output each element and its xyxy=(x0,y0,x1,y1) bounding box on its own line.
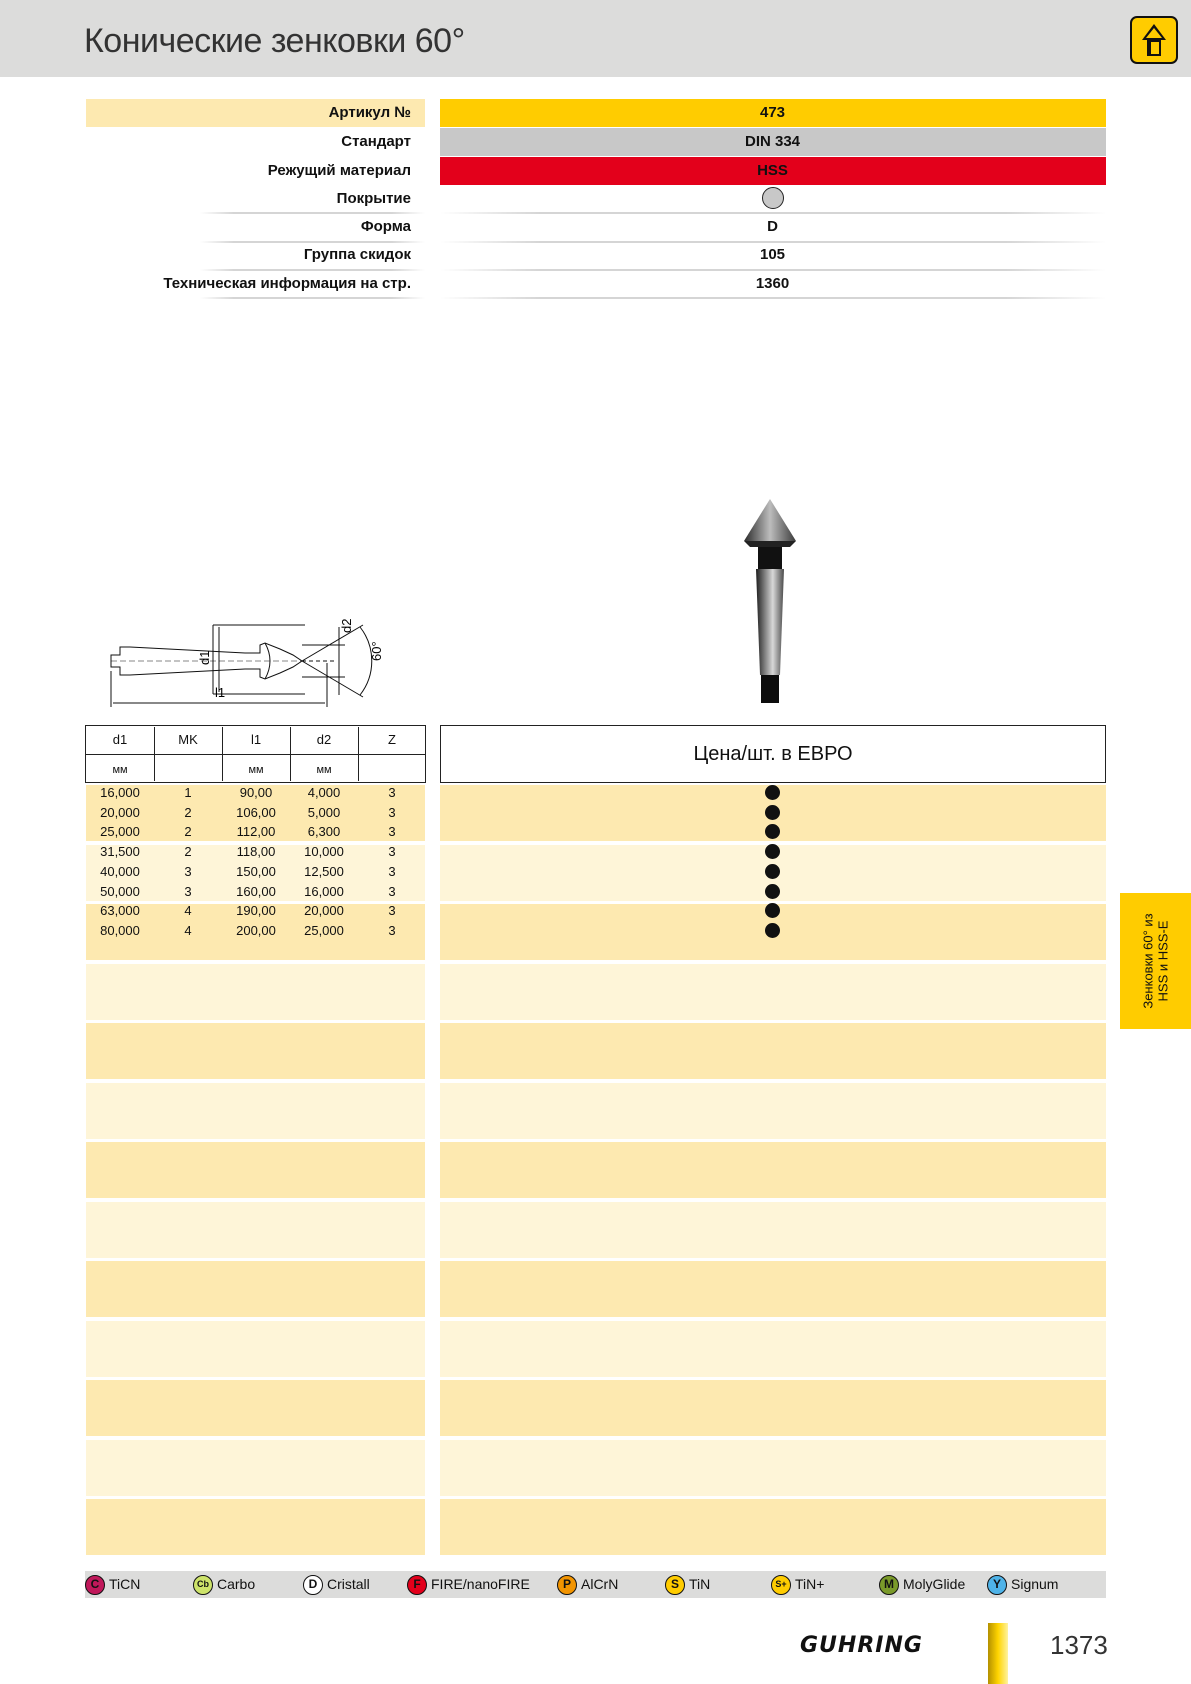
cell-d2: 6,300 xyxy=(307,824,341,840)
col-header-d1: d1 xyxy=(112,732,128,747)
cell-d2: 4,000 xyxy=(307,785,341,800)
spec-divider xyxy=(440,297,1106,299)
cell-mk: 4 xyxy=(184,903,192,919)
price-band xyxy=(440,1380,1106,1436)
legend-label: Signum xyxy=(1011,1576,1059,1592)
price-band xyxy=(440,1261,1106,1317)
cell-d1: 63,000 xyxy=(100,903,140,919)
coating-badge-icon: S+ xyxy=(771,1575,791,1595)
legend-label: TiN+ xyxy=(795,1576,825,1592)
cell-d1: 80,000 xyxy=(100,922,140,938)
spec-label-article: Артикул № xyxy=(328,104,411,121)
spec-value-standard: DIN 334 xyxy=(744,133,801,150)
cell-l1: 90,00 xyxy=(239,785,273,800)
coating-badge-icon: Y xyxy=(987,1575,1007,1595)
cell-z: 3 xyxy=(388,844,396,860)
legend-label: FIRE/nanoFIRE xyxy=(431,1576,530,1592)
spec-label-coating: Покрытие xyxy=(336,190,411,207)
cell-l1: 118,00 xyxy=(236,844,276,860)
legend-label: TiCN xyxy=(109,1576,141,1592)
dimension-band xyxy=(86,1380,425,1436)
legend-label: TiN xyxy=(689,1576,711,1592)
cell-d1: 50,000 xyxy=(100,883,140,899)
price-band xyxy=(440,1083,1106,1139)
cell-l1: 106,00 xyxy=(236,804,276,820)
dimension-band xyxy=(86,964,425,1020)
cell-d2: 16,000 xyxy=(304,883,344,899)
cell-d2: 20,000 xyxy=(304,903,344,919)
cell-mk: 3 xyxy=(184,883,192,899)
cell-d1: 31,500 xyxy=(100,844,140,860)
dimension-band xyxy=(86,1083,425,1139)
availability-dot xyxy=(765,884,780,899)
legend-label: MolyGlide xyxy=(903,1576,966,1592)
cell-d2: 5,000 xyxy=(307,804,341,820)
legend-item-alcrn xyxy=(557,1574,618,1595)
cell-z: 3 xyxy=(388,824,396,840)
cell-l1: 190,00 xyxy=(236,903,276,919)
legend-item-tin xyxy=(665,1574,710,1595)
col-header-l1: l1 xyxy=(250,732,262,747)
price-band xyxy=(440,1202,1106,1258)
col-header-d2: d2 xyxy=(316,732,332,747)
dimension-band xyxy=(86,1499,425,1555)
dim-label-l1: l1 xyxy=(215,685,226,700)
legend-item-carbo xyxy=(193,1574,255,1595)
dimension-band xyxy=(86,1440,425,1496)
cell-z: 3 xyxy=(388,863,396,879)
page-number: 1373 xyxy=(1050,1630,1108,1660)
price-band xyxy=(440,964,1106,1020)
unit-d2: мм xyxy=(316,764,332,776)
availability-dot xyxy=(765,864,780,879)
legend-item-tin- xyxy=(771,1574,824,1595)
cell-d2: 25,000 xyxy=(304,922,344,938)
countersink-category-icon xyxy=(1130,16,1178,64)
price-band xyxy=(440,1499,1106,1555)
coating-badge-icon: P xyxy=(557,1575,577,1595)
dimension-table-header xyxy=(85,725,426,783)
availability-dot xyxy=(765,805,780,820)
section-tab-line2: HSS и HSS-E xyxy=(1155,920,1171,1002)
cell-d1: 25,000 xyxy=(100,824,140,840)
page-title: Конические зенковки 60° xyxy=(84,22,465,60)
brand-logo: GUHRING xyxy=(800,1633,923,1658)
cell-mk: 3 xyxy=(184,863,192,879)
availability-dot xyxy=(765,923,780,938)
cell-l1: 112,00 xyxy=(236,824,276,840)
dimension-band xyxy=(86,1261,425,1317)
availability-dot xyxy=(765,785,780,800)
spec-value-coating xyxy=(440,185,1105,213)
cell-z: 3 xyxy=(388,883,396,899)
legend-item-cristall xyxy=(303,1574,370,1595)
cell-mk: 2 xyxy=(184,804,192,820)
coating-badge-icon: S xyxy=(665,1575,685,1595)
spec-value-material: HSS xyxy=(757,162,788,179)
price-band xyxy=(440,1142,1106,1198)
coating-badge-icon: C xyxy=(85,1575,105,1595)
availability-dot xyxy=(765,844,780,859)
cell-l1: 150,00 xyxy=(236,863,276,879)
brand-accent-bar xyxy=(988,1623,1008,1684)
dimension-band xyxy=(86,1023,425,1079)
unit-d1: мм xyxy=(112,764,128,776)
coating-badge-icon: D xyxy=(303,1575,323,1595)
legend-item-fire-nanofire xyxy=(407,1574,530,1595)
uncoated-icon xyxy=(762,187,784,209)
section-tab-label xyxy=(1120,893,1191,1029)
unit-l1: мм xyxy=(248,764,264,776)
spec-label-discount: Группа скидок xyxy=(303,246,411,263)
cell-l1: 200,00 xyxy=(236,922,276,938)
cell-d2: 12,500 xyxy=(304,863,344,879)
legend-label: Carbo xyxy=(217,1576,256,1592)
col-header-mk: MK xyxy=(178,732,198,747)
coating-badge-icon: Cb xyxy=(193,1575,213,1595)
dimension-band xyxy=(86,1202,425,1258)
technical-drawing xyxy=(105,615,425,720)
spec-value-discount: 105 xyxy=(759,246,786,263)
cell-l1: 160,00 xyxy=(236,883,276,899)
spec-divider xyxy=(200,297,425,299)
cell-mk: 1 xyxy=(184,785,192,800)
col-header-z: Z xyxy=(388,732,396,747)
legend-label: Cristall xyxy=(327,1576,370,1592)
spec-label-standard: Стандарт xyxy=(341,133,411,150)
dim-label-d2: d2 xyxy=(339,618,354,633)
cell-mk: 2 xyxy=(184,844,192,860)
spec-value-article: 473 xyxy=(759,104,786,121)
cell-d1: 40,000 xyxy=(100,863,140,879)
cell-d1: 16,000 xyxy=(100,785,140,800)
price-band xyxy=(440,1321,1106,1377)
spec-label-form: Форма xyxy=(360,218,411,235)
price-header: Цена/шт. в ЕВРО xyxy=(440,725,1106,783)
coating-badge-icon: F xyxy=(407,1575,427,1595)
price-band xyxy=(440,1023,1106,1079)
cell-mk: 2 xyxy=(184,824,192,840)
cell-d2: 10,000 xyxy=(304,844,344,860)
section-tab-line1: Зенковки 60° из xyxy=(1140,913,1156,1009)
spec-value-techinfo: 1360 xyxy=(755,275,790,292)
price-band xyxy=(440,1440,1106,1496)
coating-legend xyxy=(85,1571,1106,1598)
spec-label-techinfo: Техническая информация на стр. xyxy=(163,275,411,292)
legend-item-ticn xyxy=(85,1574,140,1595)
legend-item-molyglide xyxy=(879,1574,965,1595)
cell-z: 3 xyxy=(388,922,396,938)
cell-z: 3 xyxy=(388,804,396,820)
spec-label-material: Режущий материал xyxy=(267,162,411,179)
header-divider xyxy=(86,754,425,755)
legend-label: AlCrN xyxy=(581,1576,619,1592)
spec-value-form: D xyxy=(767,218,778,235)
cell-d1: 20,000 xyxy=(100,804,140,820)
dimension-band xyxy=(86,1142,425,1198)
product-photo xyxy=(740,495,800,715)
cell-z: 3 xyxy=(388,785,396,800)
legend-item-signum xyxy=(987,1574,1058,1595)
dimension-band xyxy=(86,1321,425,1377)
dim-label-angle: 60° xyxy=(369,641,384,661)
coating-badge-icon: M xyxy=(879,1575,899,1595)
cell-z: 3 xyxy=(388,903,396,919)
dim-label-d1: d1 xyxy=(197,650,212,665)
cell-mk: 4 xyxy=(184,922,192,938)
